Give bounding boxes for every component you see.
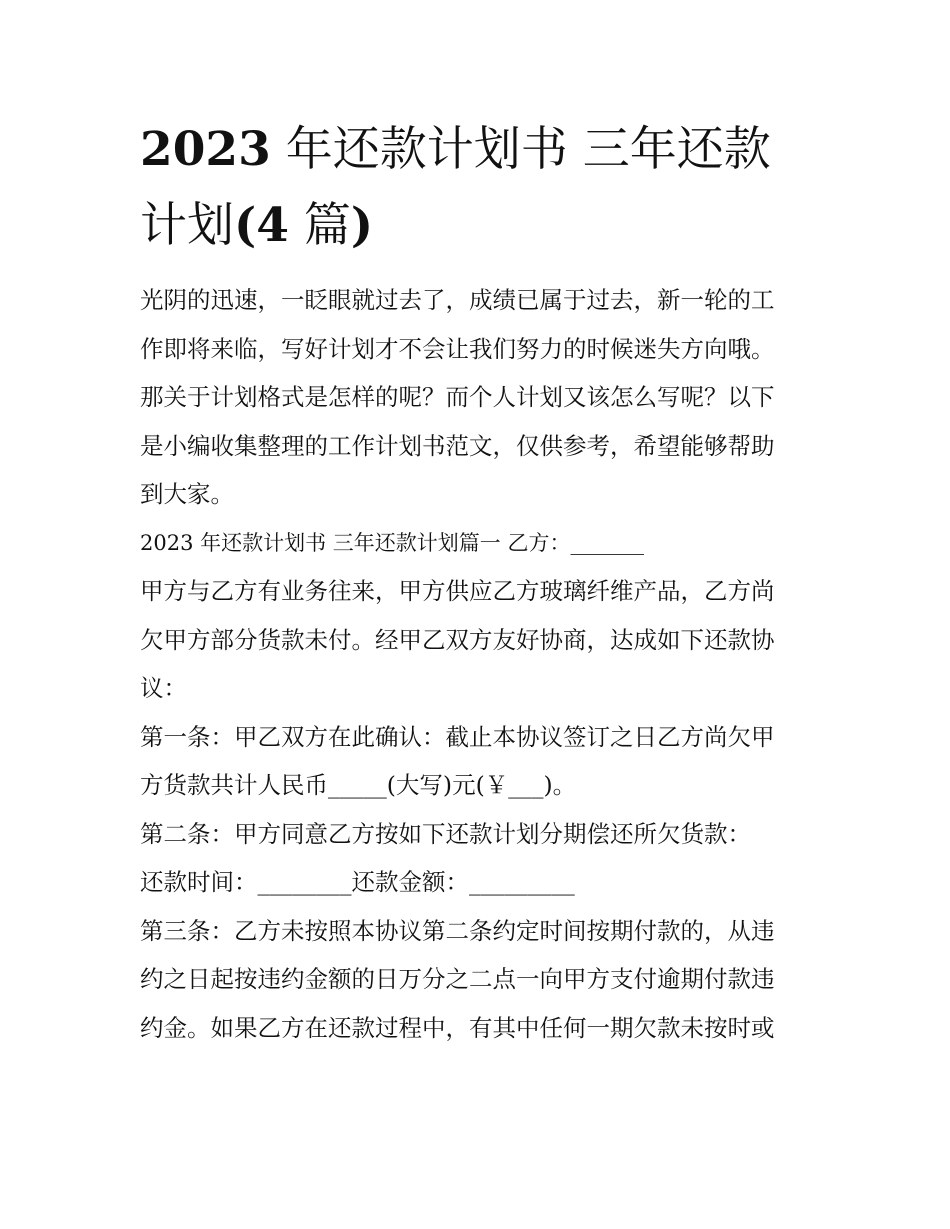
title-line-1 [140, 112, 820, 188]
paragraph-line: 约金。如果乙方在还款过程中，有其中任何一期欠款未按时或 [140, 1013, 775, 1042]
title-count: (4 [234, 198, 289, 253]
article-three-paragraph [140, 907, 815, 1053]
section-heading-paragraph [140, 519, 815, 568]
paragraph-line: 约之日起按违约金额的日万分之二点一向甲方支付逾期付款违 [140, 965, 775, 993]
paragraph-line: 第一条：甲乙双方在此确认：截止本协议签订之日乙方尚欠甲 [140, 722, 775, 751]
paragraph-line: 第二条：甲方同意乙方按如下还款计划分期偿还所欠货款： [140, 819, 751, 848]
title-text-3: 篇 [288, 198, 351, 253]
document-body [140, 276, 815, 1052]
paragraph-line: 议： [140, 674, 187, 702]
paragraph-line: 还款时间：________还款金额：_________ [140, 868, 575, 896]
article-one-paragraph [140, 713, 815, 810]
paragraph-line: 到大家。 [140, 480, 234, 508]
paragraph-line: 甲方与乙方有业务往来，甲方供应乙方玻璃纤维产品，乙方尚 [140, 577, 775, 605]
paragraph-line: 作即将来临，写好计划才不会让我们努力的时候迷失方向哦。 [140, 334, 775, 363]
paragraph-line: 是小编收集整理的工作计划书范文，仅供参考，希望能够帮助 [140, 431, 775, 460]
paragraph-line: 第三条：乙方未按照本协议第二条约定时间按期付款的，从违 [140, 916, 775, 945]
paragraph-line: 欠甲方部分货款未付。经甲乙双方友好协商，达成如下还款协 [140, 625, 775, 654]
title-year: 2023 [140, 122, 271, 177]
background-paragraph [140, 567, 815, 713]
intro-paragraph [140, 276, 815, 519]
title-close-paren: ) [350, 198, 374, 253]
page-title [140, 112, 820, 264]
paragraph-line: 光阴的迅速，一眨眼就过去了，成绩已属于过去，新一轮的工 [140, 286, 775, 314]
title-text-1: 年还款计划书 三年还款 [270, 122, 771, 177]
repayment-schedule-paragraph [140, 858, 815, 907]
title-line-2 [140, 188, 820, 264]
article-two-paragraph [140, 810, 815, 859]
title-text-2: 计划 [140, 198, 234, 253]
paragraph-line: 方货款共计人民币_____(大写)元(￥___)。 [140, 771, 577, 799]
paragraph-line: 那关于计划格式是怎样的呢？而个人计划又该怎么写呢？以下 [140, 383, 775, 411]
section-heading-line: 2023 年还款计划书 三年还款计划篇一 乙方：_______ [140, 530, 644, 555]
